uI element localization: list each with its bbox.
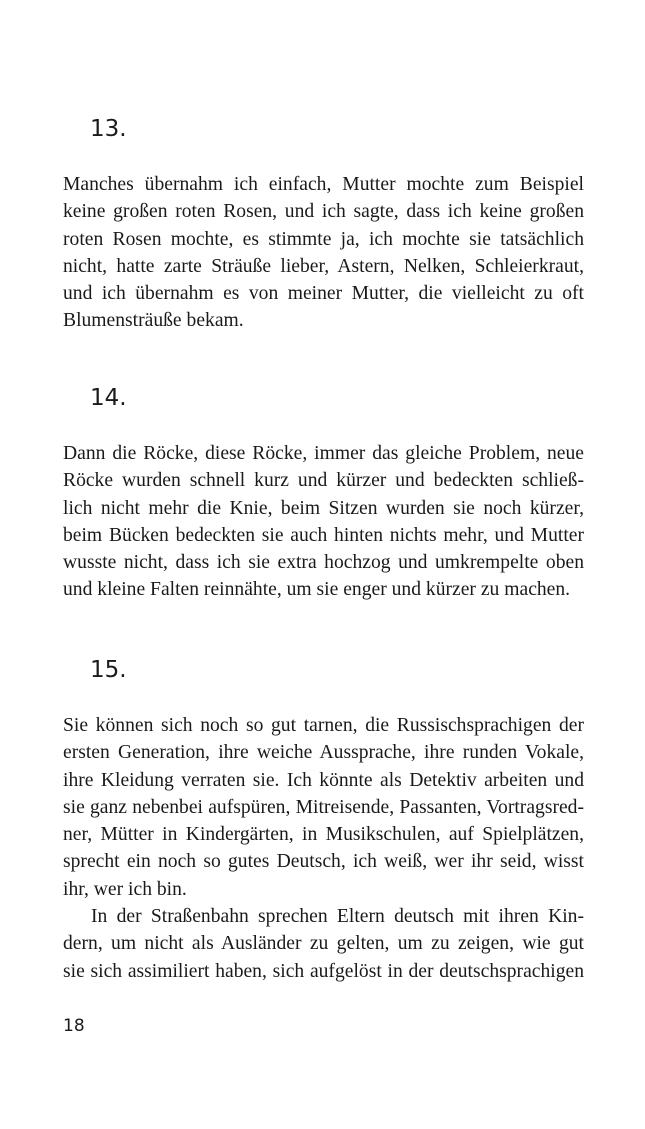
section-13-heading: 13. [90,116,127,142]
page-number: 18 [63,1016,85,1036]
text-line: sie sich assimiliert haben, sich aufgelöst in der deutschsprachigen [63,960,584,982]
section-14-paragraph [63,440,584,604]
text-line: roten Rosen mochte, es stimmte ja, ich mochte sie tatsächlich [63,228,584,250]
text-line: sie ganz nebenbei aufspüren, Mitreisende, Passanten, Vortragsred- [63,796,584,818]
section-15-paragraph-1 [63,712,584,903]
text-line: ihr, wer ich bin. [63,878,187,900]
text-line: Manches übernahm ich einfach, Mutter mochte zum Beispiel [63,174,584,195]
text-line: lich nicht mehr die Knie, beim Sitzen wurden sie noch kürzer, [63,497,584,519]
text-line: ner, Mütter in Kindergärten, in Musikschulen, auf Spielplätzen, [63,824,584,846]
text-line: nicht, hatte zarte Sträuße lieber, Astern, Nelken, Schleierkraut, [63,255,584,277]
section-15-heading: 15. [90,657,127,683]
text-line: dern, um nicht als Ausländer zu gelten, um zu zeigen, wie gut [63,933,584,955]
section-14-heading: 14. [90,385,127,411]
section-13-paragraph [63,171,584,335]
text-line: Dann die Röcke, diese Röcke, immer das gleiche Problem, neue [63,443,584,464]
text-line: Röcke wurden schnell kurz und kürzer und bedeckten schließ- [63,470,584,492]
text-line: und kleine Falten reinnähte, um sie enger und kürzer zu machen. [63,579,571,601]
text-line: sprecht ein noch so gutes Deutsch, ich weiß, wer ihr seid, wisst [63,851,584,873]
text-line: ersten Generation, ihre weiche Aussprache, ihre runden Vokale, [63,742,584,764]
text-line: beim Bücken bedeckten sie auch hinten nichts mehr, und Mutter [63,524,584,546]
text-line: wusste nicht, dass ich sie extra hochzog und umkrempelte oben [63,552,584,574]
text-line: keine großen roten Rosen, und ich sagte, dass ich keine großen [63,201,584,223]
text-line: und ich übernahm es von meiner Mutter, die vielleicht zu oft [63,283,584,305]
text-line: ihre Kleidung verraten sie. Ich könnte als Detektiv arbeiten und [63,769,584,791]
section-15-paragraph-2 [63,903,584,985]
text-line: Sie können sich noch so gut tarnen, die Russischsprachigen der [63,715,584,736]
text-line: In der Straßenbahn sprechen Eltern deutsch mit ihren Kin- [91,906,584,927]
text-line: Blumensträuße bekam. [63,310,244,332]
